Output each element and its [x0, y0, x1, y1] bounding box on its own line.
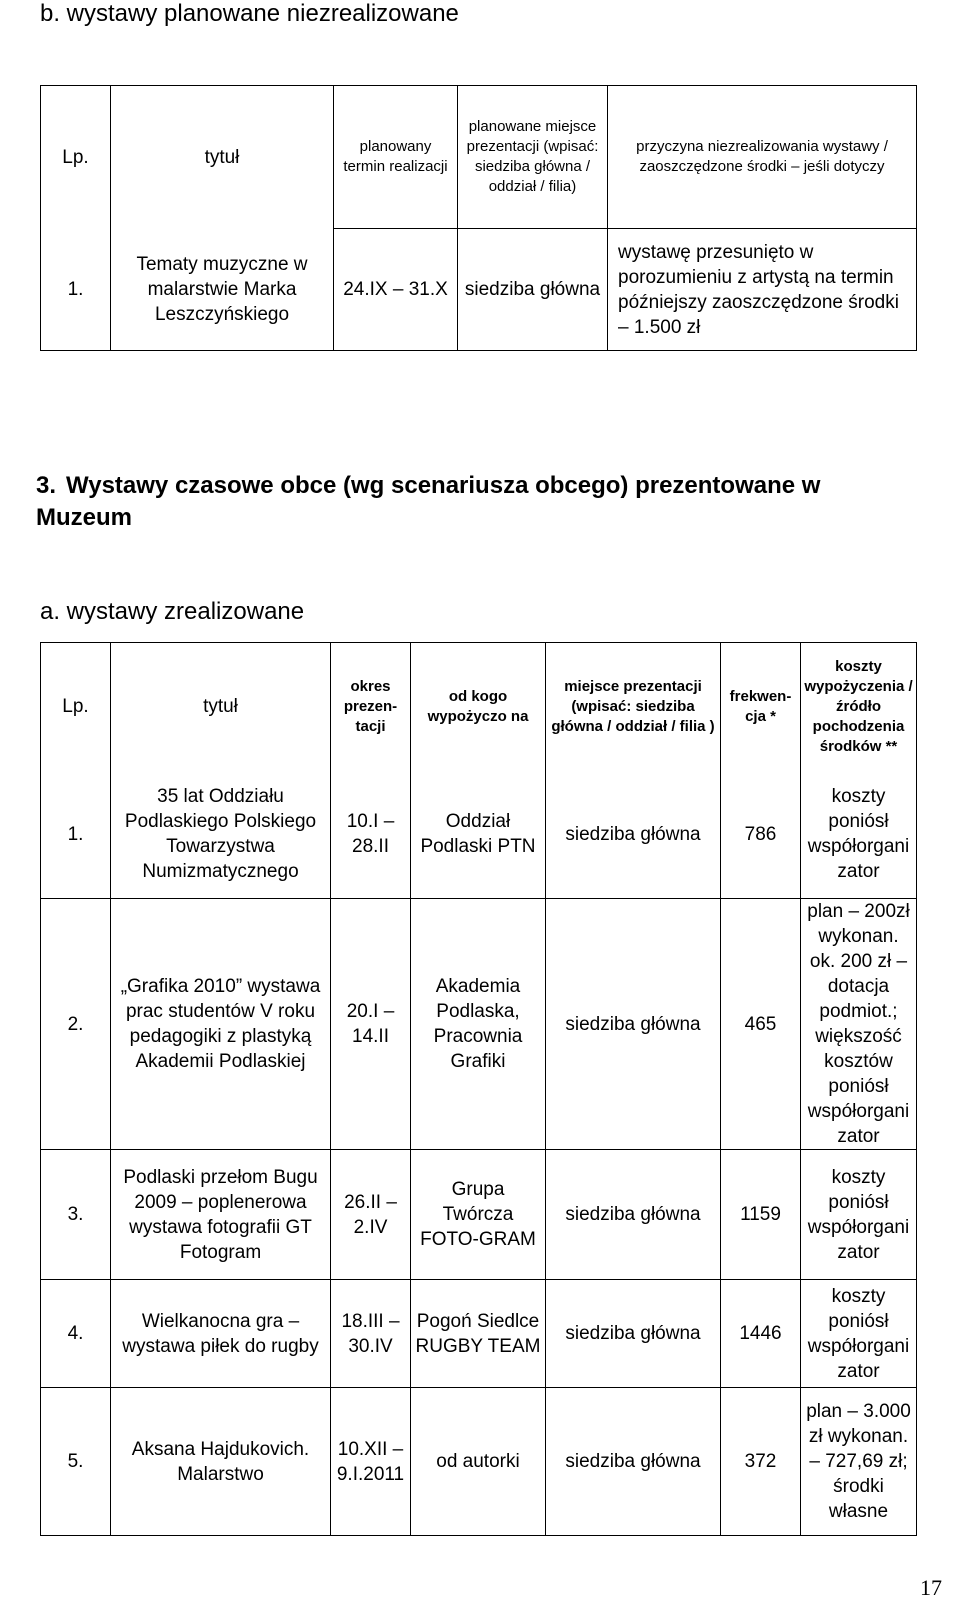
cell-costs: plan – 3.000 zł wykonan. – 727,69 zł; środki własne	[801, 1388, 917, 1536]
cell-lp: 4.	[41, 1280, 111, 1388]
cell-lp: 1.	[41, 229, 111, 351]
section-heading-3	[36, 470, 916, 534]
header-reason: przyczyna niezrealizowania wystawy / zaoszczędzone środki – jeśli dotyczy	[608, 86, 917, 229]
cell-lender: Akademia Podlaska, Pracownia Grafiki	[411, 899, 546, 1150]
section-heading-b: b. wystawy planowane niezrealizowane	[40, 0, 459, 27]
cell-attendance: 1446	[721, 1280, 801, 1388]
header-lp: Lp.	[41, 643, 111, 771]
cell-lp: 1.	[41, 771, 111, 899]
cell-attendance: 1159	[721, 1150, 801, 1280]
cell-place: siedziba główna	[546, 1388, 721, 1536]
header-period: okres prezen-tacji	[331, 643, 411, 771]
header-costs: koszty wypożyczenia / źródło pochodzenia środków **	[801, 643, 917, 771]
header-lender: od kogo wypożyczo na	[411, 643, 546, 771]
cell-costs: plan – 200zł wykonan. ok. 200 zł – dotacja podmiot.; większość kosztów poniósł współorgani zator	[801, 899, 917, 1150]
header-lp: Lp.	[41, 86, 111, 229]
cell-reason: wystawę przesunięto w porozumieniu z artystą na termin późniejszy zaoszczędzone środki – 1.500 zł	[608, 229, 917, 351]
table-row	[41, 1150, 917, 1280]
cell-lender: Oddział Podlaski PTN	[411, 771, 546, 899]
cell-period: 10.I – 28.II	[331, 771, 411, 899]
cell-period: 26.II – 2.IV	[331, 1150, 411, 1280]
cell-attendance: 372	[721, 1388, 801, 1536]
cell-term: 24.IX – 31.X	[334, 229, 458, 351]
section-number: 3.	[36, 472, 57, 499]
cell-costs: koszty poniósł współorgani zator	[801, 1280, 917, 1388]
cell-lender: Grupa Twórcza FOTO-GRAM	[411, 1150, 546, 1280]
header-title: tytuł	[111, 86, 334, 229]
cell-lender: Pogoń Siedlce RUGBY TEAM	[411, 1280, 546, 1388]
cell-place: siedziba główna	[546, 1280, 721, 1388]
table-header-row	[41, 86, 917, 229]
cell-place: siedziba główna	[546, 771, 721, 899]
header-term: planowany termin realizacji	[334, 86, 458, 229]
cell-period: 20.I – 14.II	[331, 899, 411, 1150]
cell-lp: 3.	[41, 1150, 111, 1280]
cell-attendance: 465	[721, 899, 801, 1150]
cell-title: Tematy muzyczne w malarstwie Marka Leszczyńskiego	[111, 229, 334, 351]
cell-costs: koszty poniósł współorgani zator	[801, 771, 917, 899]
unrealized-exhibitions-table	[40, 85, 917, 351]
table-row	[41, 771, 917, 899]
cell-title: Wielkanocna gra – wystawa piłek do rugby	[111, 1280, 331, 1388]
cell-lp: 2.	[41, 899, 111, 1150]
cell-title: Podlaski przełom Bugu 2009 – poplenerowa wystawa fotografii GT Fotogram	[111, 1150, 331, 1280]
cell-period: 10.XII – 9.I.2011	[331, 1388, 411, 1536]
cell-place: siedziba główna	[546, 899, 721, 1150]
section-heading-a: a. wystawy zrealizowane	[40, 598, 305, 625]
cell-costs: koszty poniósł współorgani zator	[801, 1150, 917, 1280]
cell-attendance: 786	[721, 771, 801, 899]
page-number: 17	[920, 1575, 942, 1600]
header-place: planowane miejsce prezentacji (wpisać: siedziba główna / oddział / filia)	[458, 86, 608, 229]
cell-place: siedziba główna	[458, 229, 608, 351]
cell-title: Aksana Hajdukovich. Malarstwo	[111, 1388, 331, 1536]
table-row	[41, 229, 917, 351]
table-header-row	[41, 643, 917, 771]
table-row	[41, 899, 917, 1150]
cell-place: siedziba główna	[546, 1150, 721, 1280]
cell-period: 18.III – 30.IV	[331, 1280, 411, 1388]
table-row	[41, 1280, 917, 1388]
cell-lender: od autorki	[411, 1388, 546, 1536]
header-title: tytuł	[111, 643, 331, 771]
cell-title: 35 lat Oddziału Podlaskiego Polskiego Towarzystwa Numizmatycznego	[111, 771, 331, 899]
cell-lp: 5.	[41, 1388, 111, 1536]
header-attendance: frekwen-cja *	[721, 643, 801, 771]
table-row	[41, 1388, 917, 1536]
section-title: Wystawy czasowe obce (wg scenariusza obcego) prezentowane w Muzeum	[36, 472, 821, 531]
cell-title: „Grafika 2010” wystawa prac studentów V roku pedagogiki z plastyką Akademii Podlaskiej	[111, 899, 331, 1150]
header-place: miejsce prezentacji (wpisać: siedziba główna / oddział / filia )	[546, 643, 721, 771]
realized-exhibitions-table	[40, 642, 917, 1536]
